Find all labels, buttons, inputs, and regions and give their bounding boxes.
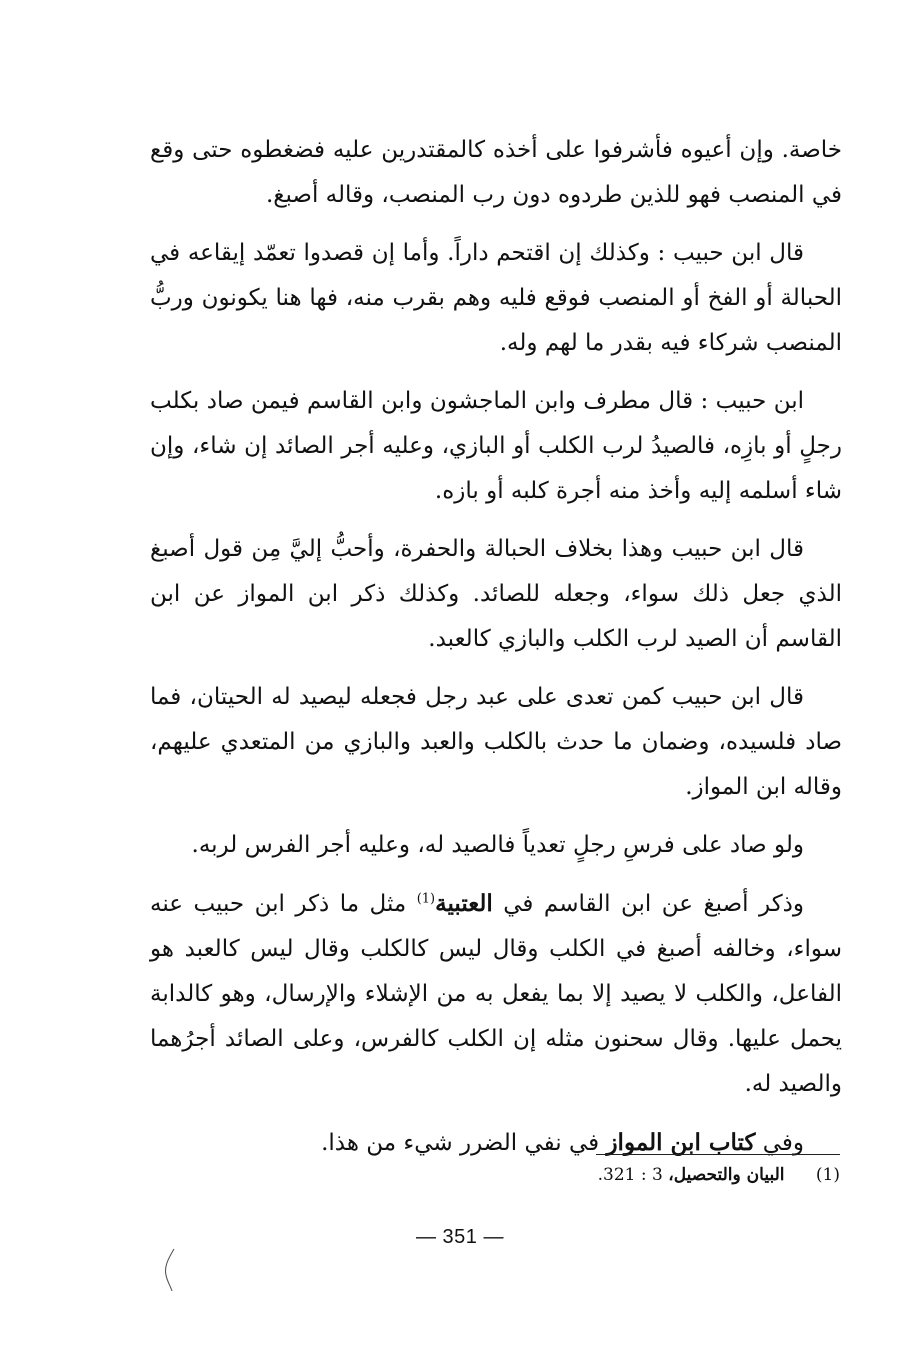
paragraph-2: قال ابن حبيب : وكذلك إن اقتحم داراً. وأما إن قصدوا تعمّد إيقاعه في الحبالة أو الفخ أو المنصب فوقع فليه وهم بقرب منه، فها هنا يكونون وربُّ المنصب شركاء فيه بقدر ما لهم وله. xyxy=(150,240,842,356)
paragraph-8-after: في نفي الضرر شيء من هذا. xyxy=(321,1130,607,1156)
paragraph-8-before: وفي xyxy=(755,1130,804,1156)
footnote-number: (1) xyxy=(815,1165,840,1185)
book-title-utbiyya: العتبية xyxy=(435,890,493,917)
paragraph-7-before: وذكر أصبغ عن ابن القاسم في xyxy=(492,891,804,917)
footnote-reference: 3 : 321. xyxy=(597,1165,663,1185)
paragraph-3: ابن حبيب : قال مطرف وابن الماجشون وابن القاسم فيمن صاد بكلب رجلٍ أو بازِه، فالصيدُ لرب الكلب أو البازي، وعليه أجر الصائد إن شاء، وإن شاء أسلمه إليه وأخذ منه أجرة كلبه أو بازه. xyxy=(150,388,842,504)
paragraph-6: ولو صاد على فرسِ رجلٍ تعدياً فالصيد له، وعليه أجر الفرس لربه. xyxy=(191,832,804,858)
paragraph-4: قال ابن حبيب وهذا بخلاف الحبالة والحفرة، وأحبُّ إليَّ مِن قول أصبغ الذي جعل ذلك سواء، وجعله للصائد. وكذلك ذكر ابن المواز عن ابن القاسم أن الصيد لرب الكلب والبازي كالعبد. xyxy=(150,536,842,652)
paragraph-7-after: مثل ما ذكر ابن حبيب عنه سواء، وخالفه أصبغ في الكلب وقال ليس كالكلب وقال ليس كالعبد هو الفاعل، والكلب لا يصيد إلا بما يفعل به من الإشلاء والإرسال، وهو كالدابة يحمل عليها. وقال سحنون مثله إن الكلب كالفرس، وعلى الصائد أجرُهما والصيد له. xyxy=(150,891,842,1097)
book-title-mawwaz: كتاب ابن المواز xyxy=(606,1129,756,1156)
footnote-title: البيان والتحصيل، xyxy=(668,1165,785,1185)
pencil-margin-mark xyxy=(160,1245,180,1295)
main-text xyxy=(150,128,842,1179)
footnote-marker[interactable]: (1) xyxy=(416,891,436,907)
page-number: — 351 — xyxy=(416,1226,504,1248)
footnote-divider xyxy=(596,1154,840,1155)
footnote xyxy=(480,1160,840,1190)
paragraph-5: قال ابن حبيب كمن تعدى على عبد رجل فجعله ليصيد له الحيتان، فما صاد فلسيده، وضمان ما حدث بالكلب والعبد والبازي من المتعدي عليهم، وقاله ابن المواز. xyxy=(150,684,842,800)
paragraph-1: خاصة. وإن أعيوه فأشرفوا على أخذه كالمقتدرين عليه فضغطوه حتى وقع في المنصب فهو للذين طردوه دون رب المنصب، وقاله أصبغ. xyxy=(150,137,842,208)
paragraph-7 xyxy=(150,881,842,1107)
